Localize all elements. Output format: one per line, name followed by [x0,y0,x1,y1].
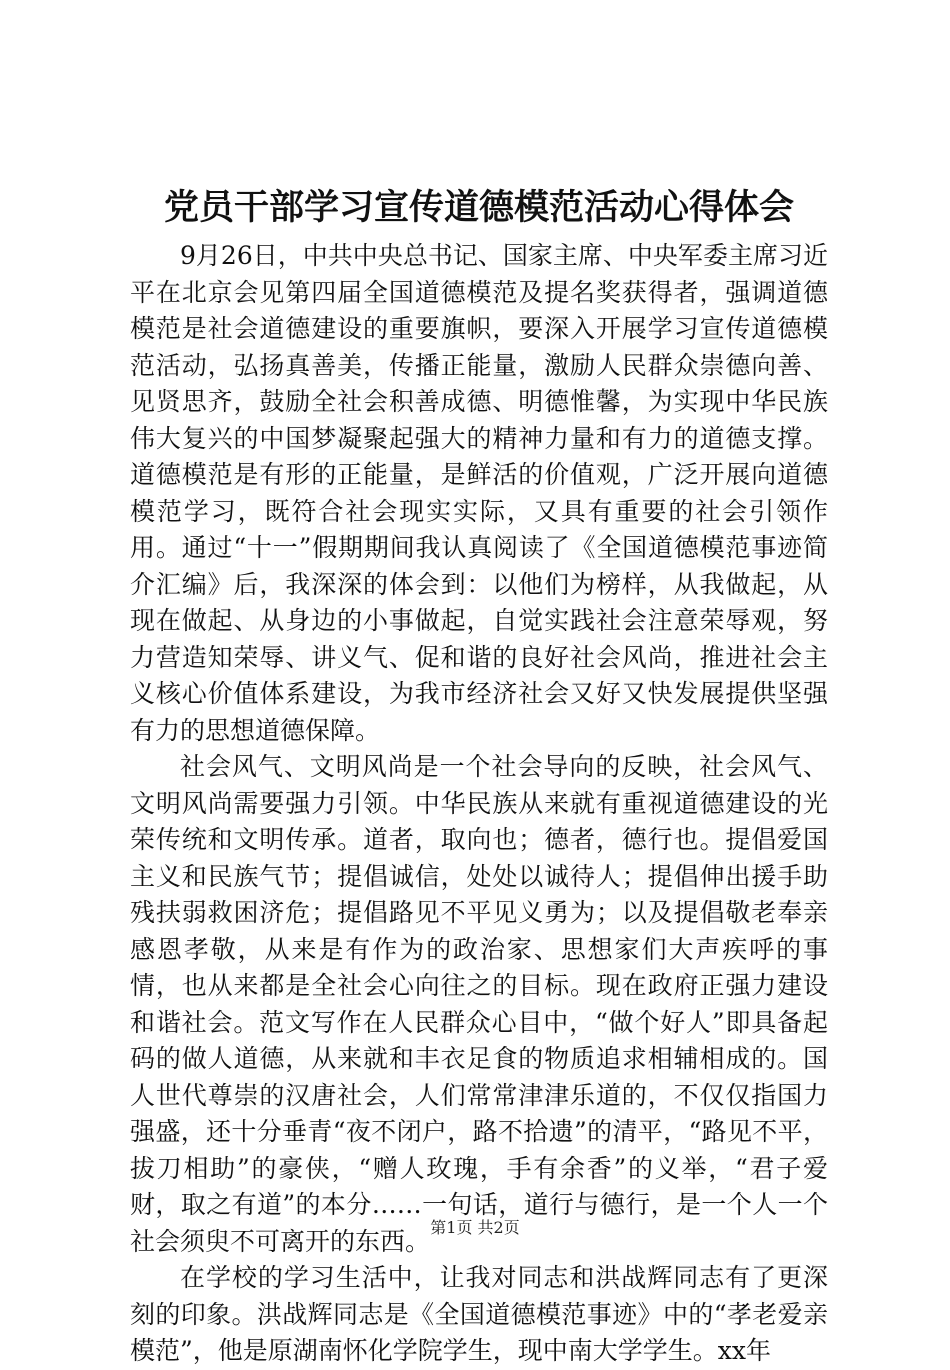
paragraph-3: 在学校的学习生活中，让我对同志和洪战辉同志有了更深刻的印象。洪战辉同志是《全国道德模范事迹》中的“孝老爱亲模范”，他是原湖南怀化学院学生，现中南大学学生。xx年 [130,1263,828,1365]
document-title: 党员干部学习宣传道德模范活动心得体会 [163,187,794,228]
document-body [130,238,828,1370]
paragraph-2: 社会风气、文明风尚是一个社会导向的反映，社会风气、文明风尚需要强力引领。中华民族从来就有重视道德建设的光荣传统和文明传承。道者，取向也；德者，德行也。提倡爱国主义和民族气节；提倡诚信，处处以诚待人；提倡伸出援手助残扶弱救困济危；提倡路见不平见义勇为；以及提倡敬老奉亲感恩孝敬，从来是有作为的政治家、思想家们大声疾呼的事情，也从来都是全社会心向往之的目标。现在政府正强力建设和谐社会。范文写作在人民群众心目中，“做个好人”即具备起码的做人道德，从来就和丰衣足食的物质追求相辅相成的。国人世代尊崇的汉唐社会，人们常常津津乐道的，不仅仅指国力强盛，还十分垂青“夜不闭户，路不拾遗”的清平，“路见不平，拔刀相助”的豪侠，“赠人玫瑰，手有余香”的义举，“君子爱财，取之有道”的本分……一句话，道行与德行，是一个人一个社会须臾不可离开的东西。 [130,752,828,1256]
paragraph-1: 9月26日，中共中央总书记、国家主席、中央军委主席习近平在北京会见第四届全国道德模范及提名奖获得者，强调道德模范是社会道德建设的重要旗帜，要深入开展学习宣传道德模范活动，弘扬真善美，传播正能量，激励人民群众崇德向善、见贤思齐，鼓励全社会积善成德、明德惟馨，为实现中华民族伟大复兴的中国梦凝聚起强大的精神力量和有力的道德支撑。道德模范是有形的正能量，是鲜活的价值观，广泛开展向道德模范学习，既符合社会现实实际，又具有重要的社会引领作用。通过“十一”假期期间我认真阅读了《全国道德模范事迹简介汇编》后，我深深的体会到：以他们为榜样，从我做起，从现在做起、从身边的小事做起，自觉实践社会注意荣辱观，努力营造知荣辱、讲义气、促和谐的良好社会风尚，推进社会主义核心价值体系建设，为我市经济社会又好又快发展提供坚强有力的思想道德保障。 [130,241,828,745]
page-number-footer: 第1页 共2页 [430,1218,520,1237]
